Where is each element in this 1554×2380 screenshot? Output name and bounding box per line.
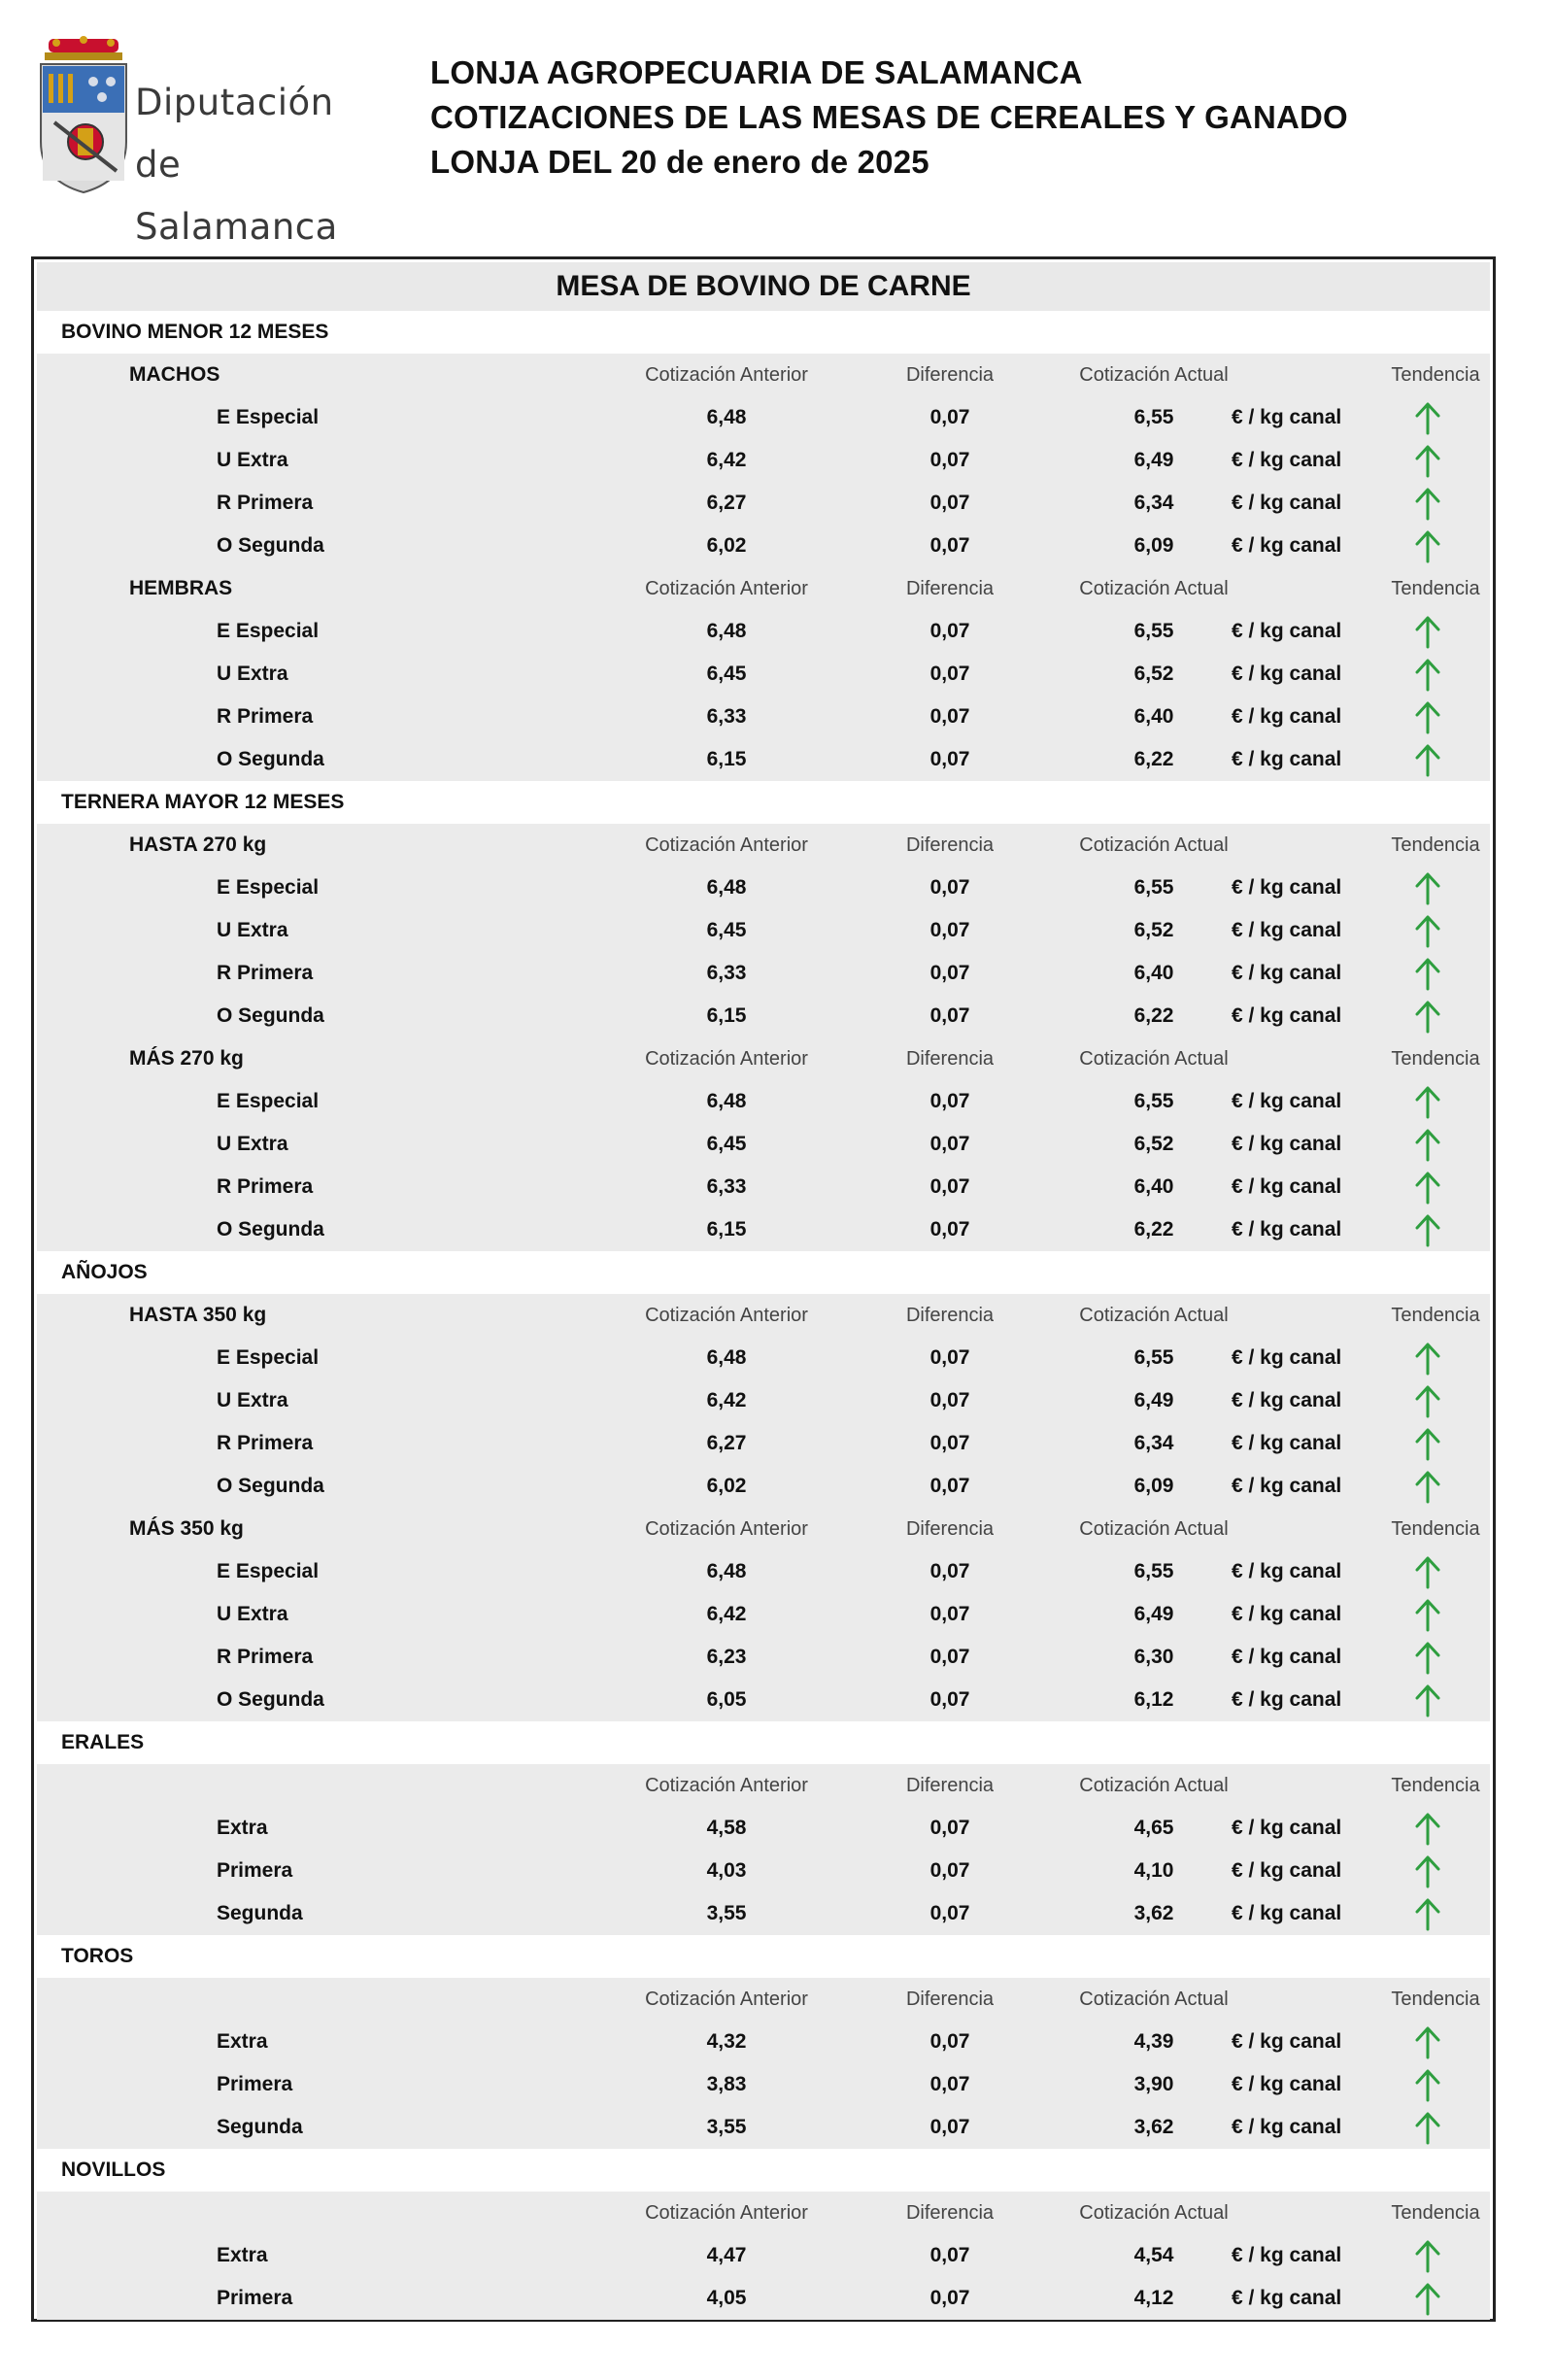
group-title: HASTA 270 kg [129,833,267,856]
value-actual: 6,40 [1133,962,1174,984]
arrow-up-icon [1408,1170,1447,1205]
unit-label: € / kg canal [1232,1560,1342,1582]
table-row [37,952,1490,995]
value-actual: 6,55 [1133,876,1174,899]
arrow-up-icon [1408,1597,1447,1632]
unit-label: € / kg canal [1232,620,1342,642]
value-actual: 6,09 [1133,534,1174,557]
value-actual: 4,54 [1133,2244,1174,2266]
table-row [37,2063,1490,2106]
table-row [37,525,1490,567]
unit-label: € / kg canal [1232,876,1342,899]
grade-label: O Segunda [217,1688,324,1711]
grade-label: Extra [217,2030,268,2053]
column-header-row [37,1764,1490,1807]
table-row [37,1892,1490,1935]
arrow-up-icon [1408,1127,1447,1162]
value-diferencia: 0,07 [929,1090,970,1112]
value-diferencia: 0,07 [929,2030,970,2053]
value-actual: 6,12 [1133,1688,1174,1711]
col-header-anterior: Cotización Anterior [645,364,808,386]
table-row [37,396,1490,439]
table-row [37,1379,1490,1422]
col-header-tendencia: Tendencia [1391,1048,1480,1070]
value-diferencia: 0,07 [929,1603,970,1625]
arrow-up-icon [1408,2024,1447,2059]
grade-label: Extra [217,2244,268,2266]
mesa-bovino-panel [31,256,1496,2322]
value-actual: 6,55 [1133,406,1174,428]
table-row [37,738,1490,781]
value-actual: 3,90 [1133,2073,1174,2095]
unit-label: € / kg canal [1232,534,1342,557]
grade-label: R Primera [217,1432,314,1454]
value-diferencia: 0,07 [929,2073,970,2095]
table-row [37,1636,1490,1679]
table-row [37,1465,1490,1508]
unit-label: € / kg canal [1232,2030,1342,2053]
value-anterior: 6,23 [706,1646,747,1668]
value-anterior: 6,27 [706,1432,747,1454]
table-row [37,995,1490,1037]
value-diferencia: 0,07 [929,1389,970,1411]
col-header-tendencia: Tendencia [1391,364,1480,386]
col-header-tendencia: Tendencia [1391,578,1480,599]
arrow-up-icon [1408,1383,1447,1418]
col-header-diferencia: Diferencia [905,2202,995,2224]
unit-label: € / kg canal [1232,748,1342,770]
table-row [37,1807,1490,1850]
table-row [37,653,1490,696]
arrow-up-icon [1408,1084,1447,1119]
page-header [0,0,1554,248]
value-diferencia: 0,07 [929,1346,970,1369]
col-header-actual: Cotización Actual [1079,1989,1229,2010]
value-actual: 6,34 [1133,1432,1174,1454]
value-diferencia: 0,07 [929,1175,970,1198]
grade-label: Extra [217,1817,268,1839]
col-header-tendencia: Tendencia [1391,1305,1480,1326]
arrow-up-icon [1408,657,1447,692]
unit-label: € / kg canal [1232,1432,1342,1454]
section-block [37,1978,1490,2149]
value-anterior: 6,27 [706,492,747,514]
grade-label: U Extra [217,919,288,941]
value-diferencia: 0,07 [929,1133,970,1155]
grade-label: Primera [217,2287,293,2309]
unit-label: € / kg canal [1232,1175,1342,1198]
grade-label: U Extra [217,1133,288,1155]
value-actual: 4,10 [1133,1859,1174,1882]
grade-label: E Especial [217,876,320,899]
value-diferencia: 0,07 [929,449,970,471]
value-diferencia: 0,07 [929,705,970,728]
col-header-diferencia: Diferencia [905,1775,995,1796]
unit-label: € / kg canal [1232,1346,1342,1369]
value-actual: 4,65 [1133,1817,1174,1839]
value-anterior: 4,32 [706,2030,747,2053]
unit-label: € / kg canal [1232,1389,1342,1411]
value-actual: 6,40 [1133,705,1174,728]
value-actual: 3,62 [1133,1902,1174,1924]
value-anterior: 6,33 [706,1175,747,1198]
table-row [37,610,1490,653]
table-row [37,1208,1490,1251]
value-anterior: 6,42 [706,449,747,471]
unit-label: € / kg canal [1232,1688,1342,1711]
logo-line-1: Diputación [135,82,334,123]
value-diferencia: 0,07 [929,620,970,642]
grade-label: E Especial [217,1560,320,1582]
value-actual: 6,40 [1133,1175,1174,1198]
arrow-up-icon [1408,528,1447,563]
value-actual: 6,49 [1133,1389,1174,1411]
unit-label: € / kg canal [1232,2073,1342,2095]
grade-label: Primera [217,1859,293,1882]
value-diferencia: 0,07 [929,1646,970,1668]
value-anterior: 4,05 [706,2287,747,2309]
value-diferencia: 0,07 [929,748,970,770]
section-block [37,824,1490,1251]
section-title: TOROS [37,1935,1490,1978]
value-actual: 4,39 [1133,2030,1174,2053]
col-header-tendencia: Tendencia [1391,834,1480,856]
col-header-actual: Cotización Actual [1079,834,1229,856]
value-actual: 6,52 [1133,1133,1174,1155]
unit-label: € / kg canal [1232,1902,1342,1924]
value-actual: 6,22 [1133,1004,1174,1027]
col-header-diferencia: Diferencia [905,1518,995,1540]
value-diferencia: 0,07 [929,1902,970,1924]
column-header-row [37,1978,1490,2021]
table-row [37,696,1490,738]
value-anterior: 6,33 [706,962,747,984]
value-anterior: 3,55 [706,1902,747,1924]
unit-label: € / kg canal [1232,705,1342,728]
group-title: MÁS 350 kg [129,1517,244,1540]
column-header-row [37,1037,1490,1080]
unit-label: € / kg canal [1232,2244,1342,2266]
arrow-up-icon [1408,2067,1447,2102]
grade-label: U Extra [217,449,288,471]
value-anterior: 3,55 [706,2116,747,2138]
col-header-diferencia: Diferencia [905,1048,995,1070]
grade-label: R Primera [217,1175,314,1198]
section-title: NOVILLOS [37,2149,1490,2192]
value-actual: 6,22 [1133,1218,1174,1241]
col-header-diferencia: Diferencia [905,1305,995,1326]
unit-label: € / kg canal [1232,406,1342,428]
column-header-row [37,2192,1490,2234]
value-diferencia: 0,07 [929,1560,970,1582]
grade-label: E Especial [217,1346,320,1369]
value-anterior: 6,45 [706,919,747,941]
table-row [37,1337,1490,1379]
col-header-actual: Cotización Actual [1079,2202,1229,2224]
value-anterior: 6,48 [706,1346,747,1369]
table-row [37,439,1490,482]
col-header-anterior: Cotización Anterior [645,1048,808,1070]
section-title: BOVINO MENOR 12 MESES [37,311,1490,354]
col-header-actual: Cotización Actual [1079,1775,1229,1796]
value-diferencia: 0,07 [929,1475,970,1497]
unit-label: € / kg canal [1232,663,1342,685]
col-header-tendencia: Tendencia [1391,1518,1480,1540]
value-anterior: 4,58 [706,1817,747,1839]
arrow-up-icon [1408,999,1447,1034]
value-anterior: 6,48 [706,1560,747,1582]
value-anterior: 6,42 [706,1603,747,1625]
panel-title: MESA DE BOVINO DE CARNE [37,262,1490,313]
section-title: TERNERA MAYOR 12 MESES [37,781,1490,824]
table-row [37,1422,1490,1465]
column-header-row [37,824,1490,867]
report-title-2: COTIZACIONES DE LAS MESAS DE CEREALES Y GANADO [430,99,1348,135]
grade-label: R Primera [217,962,314,984]
value-diferencia: 0,07 [929,406,970,428]
value-actual: 6,34 [1133,492,1174,514]
value-anterior: 6,02 [706,534,747,557]
arrow-up-icon [1408,699,1447,734]
section-block [37,354,1490,781]
value-anterior: 4,47 [706,2244,747,2266]
value-actual: 3,62 [1133,2116,1174,2138]
grade-label: O Segunda [217,748,324,770]
arrow-up-icon [1408,2110,1447,2145]
section-block [37,2192,1490,2320]
value-actual: 6,49 [1133,449,1174,471]
value-anterior: 6,48 [706,620,747,642]
table-row [37,867,1490,909]
unit-label: € / kg canal [1232,449,1342,471]
value-anterior: 6,45 [706,663,747,685]
value-diferencia: 0,07 [929,492,970,514]
diputacion-logo [35,35,365,248]
grade-label: U Extra [217,1389,288,1411]
value-anterior: 6,48 [706,876,747,899]
arrow-up-icon [1408,443,1447,478]
table-row [37,1166,1490,1208]
unit-label: € / kg canal [1232,2116,1342,2138]
grade-label: O Segunda [217,1475,324,1497]
col-header-diferencia: Diferencia [905,364,995,386]
value-diferencia: 0,07 [929,2116,970,2138]
col-header-tendencia: Tendencia [1391,2202,1480,2224]
value-actual: 6,55 [1133,1090,1174,1112]
arrow-up-icon [1408,614,1447,649]
unit-label: € / kg canal [1232,1218,1342,1241]
arrow-up-icon [1408,1554,1447,1589]
value-diferencia: 0,07 [929,919,970,941]
unit-label: € / kg canal [1232,492,1342,514]
report-title-3: LONJA DEL 20 de enero de 2025 [430,144,929,180]
unit-label: € / kg canal [1232,2287,1342,2309]
section-block [37,1294,1490,1721]
value-anterior: 6,42 [706,1389,747,1411]
value-diferencia: 0,07 [929,663,970,685]
col-header-diferencia: Diferencia [905,1989,995,2010]
col-header-anterior: Cotización Anterior [645,1518,808,1540]
value-diferencia: 0,07 [929,1218,970,1241]
table-row [37,2234,1490,2277]
arrow-up-icon [1408,870,1447,905]
arrow-up-icon [1408,486,1447,521]
col-header-anterior: Cotización Anterior [645,1989,808,2010]
value-actual: 4,12 [1133,2287,1174,2309]
column-header-row [37,354,1490,396]
unit-label: € / kg canal [1232,1603,1342,1625]
logo-text [135,72,365,258]
value-anterior: 6,05 [706,1688,747,1711]
value-diferencia: 0,07 [929,876,970,899]
arrow-up-icon [1408,1811,1447,1846]
arrow-up-icon [1408,1426,1447,1461]
value-anterior: 3,83 [706,2073,747,2095]
col-header-anterior: Cotización Anterior [645,578,808,599]
arrow-up-icon [1408,1341,1447,1376]
col-header-diferencia: Diferencia [905,578,995,599]
grade-label: R Primera [217,492,314,514]
group-title: MACHOS [129,363,220,386]
section-title: ERALES [37,1721,1490,1764]
value-diferencia: 0,07 [929,2244,970,2266]
column-header-row [37,567,1490,610]
arrow-up-icon [1408,2238,1447,2273]
value-anterior: 6,15 [706,1004,747,1027]
table-row [37,1123,1490,1166]
arrow-up-icon [1408,1896,1447,1931]
grade-label: E Especial [217,1090,320,1112]
table-row [37,482,1490,525]
unit-label: € / kg canal [1232,919,1342,941]
value-diferencia: 0,07 [929,962,970,984]
value-actual: 6,09 [1133,1475,1174,1497]
arrow-up-icon [1408,742,1447,777]
value-actual: 6,55 [1133,1560,1174,1582]
value-anterior: 6,48 [706,406,747,428]
table-row [37,1550,1490,1593]
arrow-up-icon [1408,1469,1447,1504]
value-anterior: 6,48 [706,1090,747,1112]
table-row [37,2277,1490,2320]
col-header-actual: Cotización Actual [1079,1048,1229,1070]
group-title: HEMBRAS [129,577,233,599]
unit-label: € / kg canal [1232,1646,1342,1668]
table-row [37,2021,1490,2063]
value-actual: 6,22 [1133,748,1174,770]
table-row [37,1080,1490,1123]
logo-line-2: de Salamanca [135,144,338,248]
col-header-diferencia: Diferencia [905,834,995,856]
value-diferencia: 0,07 [929,1859,970,1882]
value-actual: 6,49 [1133,1603,1174,1625]
col-header-tendencia: Tendencia [1391,1775,1480,1796]
table-row [37,1593,1490,1636]
column-header-row [37,1508,1490,1550]
arrow-up-icon [1408,400,1447,435]
unit-label: € / kg canal [1232,1859,1342,1882]
table-row [37,1850,1490,1892]
value-actual: 6,52 [1133,663,1174,685]
grade-label: O Segunda [217,534,324,557]
value-diferencia: 0,07 [929,1004,970,1027]
grade-label: E Especial [217,620,320,642]
unit-label: € / kg canal [1232,1817,1342,1839]
section-title: AÑOJOS [37,1251,1490,1294]
value-diferencia: 0,07 [929,534,970,557]
grade-label: O Segunda [217,1218,324,1241]
unit-label: € / kg canal [1232,1090,1342,1112]
value-diferencia: 0,07 [929,2287,970,2309]
column-header-row [37,1294,1490,1337]
arrow-up-icon [1408,1640,1447,1675]
value-diferencia: 0,07 [929,1817,970,1839]
grade-label: O Segunda [217,1004,324,1027]
grade-label: Segunda [217,2116,303,2138]
col-header-anterior: Cotización Anterior [645,834,808,856]
value-anterior: 6,45 [706,1133,747,1155]
grade-label: Segunda [217,1902,303,1924]
col-header-anterior: Cotización Anterior [645,1775,808,1796]
grade-label: E Especial [217,406,320,428]
unit-label: € / kg canal [1232,1133,1342,1155]
grade-label: R Primera [217,1646,314,1668]
unit-label: € / kg canal [1232,1004,1342,1027]
value-anterior: 6,15 [706,748,747,770]
report-titles [430,51,1348,185]
grade-label: R Primera [217,705,314,728]
group-title: MÁS 270 kg [129,1047,244,1070]
section-block [37,1764,1490,1935]
col-header-anterior: Cotización Anterior [645,2202,808,2224]
unit-label: € / kg canal [1232,1475,1342,1497]
col-header-actual: Cotización Actual [1079,1518,1229,1540]
coat-of-arms-icon [35,35,132,195]
value-actual: 6,55 [1133,1346,1174,1369]
unit-label: € / kg canal [1232,962,1342,984]
col-header-actual: Cotización Actual [1079,364,1229,386]
arrow-up-icon [1408,2281,1447,2316]
value-anterior: 6,15 [706,1218,747,1241]
col-header-anterior: Cotización Anterior [645,1305,808,1326]
value-actual: 6,30 [1133,1646,1174,1668]
arrow-up-icon [1408,1683,1447,1717]
arrow-up-icon [1408,1853,1447,1888]
grade-label: Primera [217,2073,293,2095]
value-actual: 6,55 [1133,620,1174,642]
grade-label: U Extra [217,663,288,685]
value-anterior: 4,03 [706,1859,747,1882]
arrow-up-icon [1408,1212,1447,1247]
arrow-up-icon [1408,913,1447,948]
value-diferencia: 0,07 [929,1688,970,1711]
grade-label: U Extra [217,1603,288,1625]
arrow-up-icon [1408,956,1447,991]
report-title-1: LONJA AGROPECUARIA DE SALAMANCA [430,54,1083,90]
col-header-actual: Cotización Actual [1079,1305,1229,1326]
table-row [37,2106,1490,2149]
group-title: HASTA 350 kg [129,1304,267,1326]
value-anterior: 6,33 [706,705,747,728]
value-actual: 6,52 [1133,919,1174,941]
value-anterior: 6,02 [706,1475,747,1497]
table-row [37,909,1490,952]
value-diferencia: 0,07 [929,1432,970,1454]
table-row [37,1679,1490,1721]
col-header-tendencia: Tendencia [1391,1989,1480,2010]
col-header-actual: Cotización Actual [1079,578,1229,599]
